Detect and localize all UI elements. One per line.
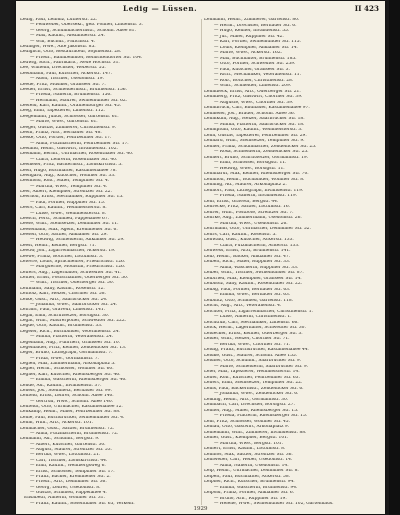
directory-entry: Leger, Bruno, Lithograph, Gormannstr. 7. — [20, 351, 113, 356]
directory-entry: Leenhold, Rob., Maler, Templiner Str. 4. — [20, 179, 110, 184]
directory-entry: Lehr, Ernst, Graveur, Bergstr. 44. — [204, 199, 279, 204]
directory-entry: Lehm, Wilh., Arb., Ackerstr. 101. — [20, 421, 94, 426]
directory-entry: Leengard, Aug., Kutscher, Wolliner Str. 33. — [20, 173, 116, 178]
directory-entry: — Carl, Tischler, Zionskirchstr. 44. — [30, 458, 108, 463]
directory-entry: Leeger, Gustav, Zimmerer, Christinenstr. 9. — [20, 125, 117, 130]
directory-entry: — Marie, Schneiderin, Saarbrücker Str. 9. — [214, 364, 309, 369]
directory-entry: Leers, Carl, Kaufm., Weinmeisterstr. 8. — [20, 206, 107, 211]
directory-entry: Leese, Wilh., Steinsetzer, Demminer Str. 11. — [20, 222, 119, 227]
directory-entry: Lefevre, Louis, Sprachlehrer, Friedrichstr. 126. — [20, 259, 126, 264]
directory-entry: — Gustav, Schmied, Pappelallee 4. — [30, 491, 107, 495]
page-header — [16, 4, 385, 16]
directory-entry: — Frieda, Plätterin, Rheinsberger Str. 15. — [214, 414, 308, 418]
directory-entry: Leinhos, Max, Sattler, Strelitzer Str. 36. — [204, 452, 293, 457]
directory-entry: Leen, Hugo, Buchhalter, Kastanienallee 78. — [20, 168, 117, 173]
directory-entry: — Emma, Wwe., Bernauer Str. 63. — [214, 293, 291, 297]
directory-entry: Lehning, Ad., Maurer, Arkonaplatz 2. — [204, 183, 287, 187]
directory-entry: Leerhoff, Ernst, Mechaniker, Ruppiner Str. 15. — [20, 195, 124, 200]
directory-entry: — Franz, Bäcker, Kremmener Str. 2. — [30, 474, 111, 479]
directory-entry: — Gertrud, Wwe., Schönh. Allee 140. — [30, 399, 114, 404]
directory-entry: — Johanna, Wwe., Saarbrücker Str. 24. — [30, 302, 118, 307]
directory-entry: Leier, Max, Tapezierer, Weinmeisterstr. 14. — [204, 370, 300, 374]
directory-entry: — Martha, Wwe., Usedomstr. 26. — [214, 221, 288, 226]
directory-entry: Lehmpfuhl, Otto, Kaufm., Weinmeisterstr. 3. — [204, 128, 303, 132]
directory-entry: Leibholz, Sally, Kaufm., Rosenthaler Str. 22. — [204, 282, 303, 286]
directory-entry: Legenbauer, Fritz, Kellner, Zehdenicker Str. 13. — [20, 345, 127, 350]
directory-entry: Lefholz, Karl, Heizer, Choriner Str. 58. — [20, 292, 106, 297]
directory-entry: Leest, Heinr., Kellner, Bergstr. 71. — [20, 243, 96, 248]
directory-entry: — Hedwig, Wwe., Borsigstr. 11. — [214, 166, 285, 171]
directory-entry: Leipelt, Paul, Buchhalter, Ackerstr. 58. — [204, 474, 291, 479]
directory-entry: Leesen, Otto, Sattler, Anklamer Str. 29. — [20, 233, 108, 237]
directory-entry: — Georg, Schuhmachermstr., Schönh. Allee 81. — [30, 28, 136, 33]
directory-entry: Leichter, Fritz, Zigarrenmacher, Christinenstr. 1. — [204, 309, 313, 314]
directory-entry: — Franz, Kaufm., Rosenthaler Str. 65, Verkehr. — [30, 501, 135, 506]
directory-entry: — Feldwebel, Obersekr., geb. Föllner, Lindenstr. 3. — [30, 23, 143, 28]
directory-entry: Legeler, Rich., Buchbinder, Veteranenstr. 24. — [20, 329, 120, 334]
directory-entry: Leesch, Ferd., Schmied, Pappelallee 67. — [20, 216, 110, 221]
directory-entry: Lehkamp, Heinr., Maler, Fehrbelliner Str. 88. — [20, 410, 121, 415]
directory-entry: — Max, Kaufm., Alexanderstr. 24. — [30, 34, 105, 39]
directory-entry: Lehrecke, Fritz, Sattler, Lottumstr. 16. — [204, 205, 291, 209]
directory-entry: Leiking, Heinr., Arb., Gormannstr. 30. — [204, 397, 289, 402]
left-column — [20, 18, 198, 508]
directory-entry: Legat, Wilh., Maurerpolier, Schwedter Str. 222. — [20, 319, 127, 323]
directory-entry: — Frida, Wwe., Gormannstr. 7. — [30, 356, 99, 361]
directory-entry: Leer, Albert, Klempner, Strelitzer Str. 22. — [20, 190, 112, 194]
directory-entry: Lehmacher, Gust., Sattler, Brunnenstr. 72. — [20, 426, 115, 431]
directory-entry: Lehnhardt, Max, Kellner, Rheinsberger Str. 70. — [204, 172, 309, 176]
directory-entry: — August, Maurer, Strelitzer Str. 53. — [30, 448, 112, 452]
page-footer: 1929 — [193, 506, 208, 512]
directory-entry: Ledinger, Wwe., Alte Jakobstr. 85. — [20, 44, 96, 49]
directory-entry: Leemeier, Fritz, Bäckermstr., Zionskirchstr. 5. — [20, 163, 123, 168]
directory-entry: — Martha, Wwe., Bergstr. 101. — [214, 441, 283, 446]
directory-entry: Leegemann, Julius, Schlosser, Gartenstr. 61. — [20, 114, 119, 119]
directory-entry: — Rosa, Schneiderin, Zehdenicker Str. 25. — [214, 150, 309, 154]
directory-entry: — Georg, Lehrer, Usedomstr. 8. — [30, 485, 101, 490]
directory-entry: — Friedr., Arb., Demminer Str. 36. — [30, 480, 107, 485]
directory-entry: Lehnhoff, Heinr., Buchbinder, Wolliner Str. 8. — [204, 177, 305, 182]
directory-entry: Leibnitz, Otto, Schmied, Gartenstr. 118. — [204, 298, 294, 303]
directory-entry: Lehnert, Bruno, Schriftsetzer, Gormannstr. 19. — [204, 155, 309, 160]
directory-entry: Leiber, Wilh., Tischler, Swinemünder Str. 87. — [204, 271, 304, 275]
directory-entry: — Auguste, Wwe., Choriner Str. 39. — [214, 100, 294, 105]
directory-entry: Leeg, Emil, Tapezierer, Linienstr. 112. — [20, 109, 105, 114]
directory-entry: Leede, Fritz, Musiker, Granseer Str. 7. — [20, 82, 106, 87]
directory-entry: Leesemann, Max, Agent, Kremmener Str. 6. — [20, 227, 118, 232]
directory-entry: Leffers, Aug., Lagerhalter, Schwedter Str. 41. — [20, 270, 122, 275]
directory-entry: — Frieda, Näherin, Brunnenstr. 156. — [30, 93, 112, 98]
directory-entry: Leidke, Gust., Maurer, Schönh. Allee 155. — [204, 353, 298, 358]
directory-entry: Leeke, Otto, Portier, Fehrbelliner Str. 17. — [20, 136, 112, 141]
directory-entry: Lehrke, Aug., Zimmermann, Usedomstr. 26. — [204, 216, 302, 220]
header-name-range: Ledig — Lüssen. — [123, 4, 198, 13]
directory-entry: Lehner, Franz, Schuhmacher, Zehdenicker Str. 25. — [204, 144, 317, 149]
directory-entry: Leidner, Otto, Schuhm., Saarbrücker Str. 9. — [204, 359, 302, 363]
directory-entry: Leimbach, Carl, Drechsler, Borsigstr. 27. — [204, 403, 295, 407]
directory-entry: Elisabeth, Näherin, Wolliner Str. 31. — [24, 496, 105, 501]
directory-entry: Leeland, Heinr., Gastwirt, Invalidenstr. 102. — [20, 147, 118, 151]
directory-entry: — Paul, Kutscher, Granseer Str. 3. — [214, 67, 290, 72]
right-column — [204, 18, 382, 508]
directory-entry: Lehmkuhl, Aug., Heizer, Saarbrücker Str. 18. — [204, 117, 305, 121]
directory-entry: Leheis, Jos., Steinmetz, Bernauer Str. 99. — [20, 388, 112, 393]
directory-page — [16, 1, 385, 514]
directory-entry: — Luise, Wwe., Weinmeisterstr. 8. — [30, 211, 107, 216]
directory-entry: Lehmann, Heinr., Zimmerer, Gartenstr. 80. — [204, 18, 300, 22]
directory-entry: Lehrs, Carl, Kaufm., Rosenstr. 5. — [204, 232, 277, 237]
directory-entry: Lehnard, Wilh., Steinsetzer, Templiner Str. 9. — [204, 139, 305, 143]
directory-entry: Lediglich, Otto, Restaurateur, Sophienstr. 28. — [20, 50, 122, 55]
directory-entry: Legien, Max, Zimmermann, Arkonaplatz 5. — [20, 362, 116, 366]
directory-entry: Legde, Otto, Kaufm., Brunnenstr. 33. — [20, 324, 103, 329]
directory-entry: Leehr, Franz, Arb., Bernauer Str. 48. — [20, 130, 102, 135]
directory-entry: Leiner, Gust., Klempner, Bergstr. 101. — [204, 436, 289, 440]
directory-entry: — Marie, Wwe., Ackerstr. 162. — [214, 51, 283, 55]
directory-entry: — Adolf, Tischler, Usedomstr. 19. — [30, 77, 104, 82]
directory-entry: — Marie, Wwe., Gartenstr. 61. — [30, 120, 98, 125]
directory-entry: Lehfeld, Ernst, Lehrer, Schönh. Allee 140. — [20, 394, 114, 399]
directory-entry: — Minna, Plätterin, Veteranenstr. 24. — [30, 335, 114, 340]
directory-entry: Lehmann, Ad., Schuhm., Bergstr. 9. — [20, 437, 100, 442]
directory-entry: Ledwig, Rich., Fabrikarb., Neue Hochstr. 31. — [20, 61, 120, 65]
directory-entry: Leick, Herm., Lagerhalter, Schwedter Str. 30. — [204, 326, 306, 330]
directory-entry: Lehrmann, Otto, Uhrmacher, Demminer Str. 52. — [204, 227, 311, 231]
directory-entry: Lehmeier, Jos., Brauer, Schönh. Allee 36. — [204, 111, 296, 116]
directory-entry: Ledig, Paul, Leibniz, Lutherstr. 22. — [20, 18, 98, 22]
directory-entry: — Helene, Wwe., Swinemünder Str. 102, Gartenhaus. — [214, 502, 334, 506]
directory-entry: Leffler, Ernst, Postschaffner, Oderberger Str. 50. — [20, 276, 129, 280]
directory-entry: Leebmann, Paul, Kutscher, Ackerstr. 147. — [20, 71, 113, 76]
directory-entry: — Martha, Wwe., Templiner Str. 4. — [30, 184, 108, 189]
directory-entry: Leipold, Franz, Former, Anklamer Str. 6. — [204, 491, 295, 495]
directory-entry: Leewe, Franz, Böttcher, Lottumstr. 3. — [20, 254, 104, 259]
directory-entry: Leibfried, Max, Klempner, Granseer Str. 14. — [204, 276, 302, 281]
viewer-edge — [389, 0, 400, 515]
directory-entry: Lehmbruck, Carl, Bildhauer, Kastanienallee 97. — [204, 106, 310, 110]
directory-entry: Leihs, Paul, Bäckermstr., Zehdenicker Str. 6. — [204, 386, 304, 391]
directory-entry: Lehwald, Gust., Kutscher, Ackerstr. 133. — [204, 238, 294, 242]
directory-entry: Lehle, Paul, Buchdrucker, Swinemünder Str. 4. — [20, 415, 125, 420]
directory-entry: Leinweber, Carl, Weber, Usedomstr. 14. — [204, 458, 293, 462]
directory-entry: — Emma, Wäscherin, Brunnenstr. 94. — [214, 485, 298, 490]
directory-entry: Leider, Wilh., Heizer, Choriner Str. 71. — [204, 337, 290, 341]
directory-entry: — Anna, Näherin, Usedomstr. 14. — [214, 463, 289, 468]
directory-entry: — Minna, Plätterin, Saarbrücker Str. 18. — [214, 122, 305, 127]
directory-entry: — Jul., Maler, Ruppiner Str. 42. — [214, 34, 284, 39]
directory-entry: Lefke, Gust., Arb., Saarbrücker Str. 24. — [20, 297, 108, 302]
directory-entry: Leinau, Otto, Gastwirt, Arkonaplatz 9. — [204, 425, 290, 429]
directory-entry: Leibig, Paul, Former, Bernauer Str. 63. — [204, 287, 291, 292]
directory-entry: Leifert, Emil, Steinsetzer, Templiner Str. 22. — [204, 381, 303, 385]
directory-entry: Leffmann, Sally, Kaufm., Rosenstr. 12. — [20, 286, 105, 291]
directory-entry: — Marguerite, Modistin, Friedrichstr. 126. — [30, 265, 126, 270]
directory-entry: — Rob., Böttcher, Christinenstr. 28. — [214, 78, 294, 83]
directory-entry: — Wilh., Schneider, Linienstr. 209. — [214, 84, 292, 88]
directory-entry: Lehde, Ad., Kaufm., Invalidenstr. 37. — [20, 383, 102, 388]
directory-entry: Leifer, Rob., Kutscher, Fehrbelliner Str. 63. — [204, 375, 300, 380]
directory-entry: — Rich., Mechaniker, Veteranenstr. 11. — [214, 73, 301, 77]
directory-entry: — Bruno, Arb., Ruppiner Str. 19. — [214, 496, 287, 501]
directory-entry: Legal, Emil, Schriftsetzer, Borsigstr. 30. — [20, 313, 110, 318]
directory-entry: Leeder, Ernst, Schneidermstr., Brunnenstr. 156. — [20, 87, 127, 92]
directory-entry: — Paul, Former, Ruppiner Str. 15. — [30, 200, 106, 205]
directory-entry: — Emil, Schlosser, Borsigstr. 11. — [214, 161, 287, 165]
directory-entry: Leimer, Aug., Maler, Rheinsberger Str. 15. — [204, 408, 299, 413]
directory-entry: Lehmberg, Fritz, Gastwirt, Choriner Str. 39. — [204, 95, 303, 99]
directory-entry: — Albert, Kutscher, Gartenstr. 30. — [30, 442, 106, 447]
directory-entry: Leeuw, Joh., Zigarrenmacher, Ackerstr. 19. — [20, 249, 116, 254]
directory-entry: Leichtfuß, Carl, Mechaniker, Linienstr. 66. — [204, 320, 299, 325]
directory-entry: — Clara, Putzmacherin, Ackerstr. 133. — [214, 243, 300, 248]
directory-entry: Lefranc, Paul, Graveur, Linienstr. 141. — [20, 308, 106, 313]
directory-entry: Leinemann, Wilh., Zimmerer, Invalidenstr. 88. — [204, 430, 307, 435]
directory-entry: Leidecker, Ernst, Kellner, Oderberger Str. 3. — [204, 331, 303, 336]
directory-entry: Lein, Fritz, Schlosser, Wolliner Str. 45. — [204, 419, 290, 424]
directory-entry: — Louis, Klempner, Anklamer Str. 14. — [214, 45, 298, 50]
directory-entry: — Bertha, Wwe., Choriner Str. 71. — [214, 342, 291, 347]
directory-entry: Leefeld, Karl, Kaufm., Oranienburger Str. 45. — [20, 104, 122, 108]
directory-entry: Lee, Wilhelm, Drechsler, Weberstr. 55. — [20, 66, 106, 71]
directory-entry: — Otto, Former, Schwedter Str. 259. — [214, 62, 296, 66]
directory-entry: — Bertha, Wwe., Lottumstr. 21. — [30, 453, 101, 458]
directory-entry: — Hugo, Kellner, Invalidenstr. 55. — [214, 29, 290, 33]
directory-entry: Lehfeldt, Otto, Uhrmacher, Kastanienallee 12. — [20, 405, 123, 409]
directory-entry: Leip, Heinr., Uhrmacher, Demminer Str. 8. — [204, 469, 299, 473]
directory-entry: Leinert, Ernst, Kaufm., Lottumstr. 8. — [204, 447, 286, 451]
directory-entry: — Emma, Wäscherin, Rheinsberger Str. 46. — [30, 378, 127, 383]
directory-entry: Leib, Heinr., Bäcker, Anklamer Str. 47. — [204, 254, 291, 259]
directory-entry: Legner, Karl, Kutscher, Rheinsberger Str. 46. — [20, 372, 121, 377]
directory-entry: Leibelt, Rich., Maler, Ruppiner Str. 33. — [204, 260, 291, 264]
directory-entry: — Anna, Putzmacherin, Brunnenstr. 72. — [30, 431, 119, 436]
directory-entry: — Hedwig, Schneiderin, Anklamer Str. 29. — [30, 238, 125, 243]
directory-entry: — Hermann, Maurer, Swinemünder Str. 62. — [30, 98, 128, 103]
directory-entry: Leicht, Aug., Arb., Veteranenstr. 4. — [204, 304, 282, 308]
directory-entry: Legler, Herm., Schlosser, Wolliner Str. 60. — [20, 367, 114, 372]
directory-entry: — Will, Buchdr., Fidicinstr. 4. — [30, 39, 96, 44]
directory-entry: — Wilh., Tischler, Oderberger Str. 50. — [30, 281, 115, 286]
directory-entry: — Karl, Portier, Swinemünder Str. 115. — [214, 40, 301, 44]
directory-entry: — Ernst, Schlosser, Templiner Str. 17. — [30, 469, 115, 474]
directory-entry: — Herm., Drechsler, Bernauer Str. 6. — [214, 23, 297, 28]
directory-entry: Lehnort, Paul, Lithograph, Invalidenstr. 119. — [204, 188, 304, 193]
directory-entry: — Clara, Lehrerin, Rosenthaler Str. 40. — [30, 157, 118, 162]
directory-entry: Leipner, Rich., Kutscher, Brunnenstr. 94. — [204, 480, 295, 484]
directory-entry: — Anna, Wäscherin, Ruppiner Str. 33. — [214, 265, 299, 270]
directory-entry: — Frieda, Näherin, Invalidenstr. 119. — [214, 194, 298, 198]
directory-entry: Lehn, Gustav, Tapezierer, Fehrbelliner Str. 29. — [204, 133, 307, 138]
directory-entry: Lehmbeck, Ernst, Arb., Oderberger Str. 21. — [204, 89, 301, 94]
column-divider — [201, 19, 202, 505]
directory-entry: Lehrer, Wilh., Postbote, Strelitzer Str. 7. — [204, 210, 294, 215]
directory-entry: — Friedr., Bahnbeamter, Reinickendorfer Str. 104. — [30, 55, 143, 60]
directory-entry: Leidig, Franz, Buchdrucker, Kastanienallee 44. — [204, 348, 309, 352]
directory-entry: Lehwess, Ernst, Arzt, Brunnenstr. 141. — [204, 249, 291, 253]
page-number: II 423 — [354, 4, 379, 13]
directory-entry: — Max, Buchhalter, Brunnenstr. 185. — [214, 56, 297, 61]
directory-entry: — Anna, Putzmacherin, Fehrbelliner Str. 17. — [30, 141, 129, 146]
directory-entry: — Johanna, Wwe., Zehdenicker Str. 6. — [214, 392, 299, 396]
directory-entry: Leemann, Bernh., Uhrmacher, Rosenthaler Str. 40. — [20, 152, 134, 157]
directory-entry: Legemann, Aug., Fuhrherr, Granseer Str. 10. — [20, 340, 121, 345]
directory-entry: — Emil, Kaufm., Weinbergsweg 6. — [30, 464, 106, 469]
directory-entry: — Luise, Näherin, Christinenstr. 1. — [214, 315, 292, 319]
